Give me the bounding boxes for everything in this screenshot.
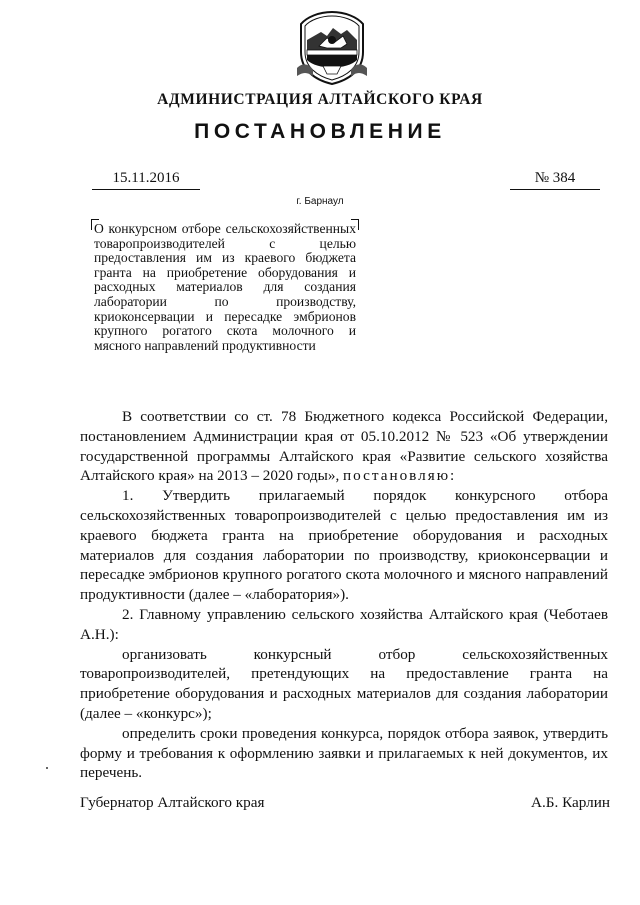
issuing-city: г. Барнаул [296,196,344,207]
signatory-title: Губернатор Алтайского края [80,794,265,811]
document-type: ПОСТАНОВЛЕНИЕ [194,120,446,143]
body-paragraph-item-2: 2. Главному управлению сельского хозяйства Алтайского края (Чеботаев А.Н.): [80,605,608,643]
coat-of-arms-icon [297,10,367,86]
preamble-text: В соответствии со ст. 78 Бюджетного кодекса Российской Федерации, постановлением Администрации края от 05.10.2012 № 523 «Об утверждении государственной программы Алтайского края «Развитие сельского хозяйства Алтайского края» на 2013 – 2020 годы», [80,408,608,485]
margin-mark [46,767,48,769]
document-number: № 384 [510,170,600,190]
signatory-name: А.Б. Карлин [531,794,610,811]
organization-name: АДМИНИСТРАЦИЯ АЛТАЙСКОГО КРАЯ [157,91,483,108]
document-date: 15.11.2016 [92,170,200,190]
body-paragraph-subitem-organize: организовать конкурсный отбор сельскохозяйственных товаропроизводителей, претендующих на предоставление гранта на приобретение оборудования и расходных материалов для создания лаборатории (далее – «конкурс»); [80,645,608,722]
body-paragraph-preamble [80,407,608,486]
body-paragraph-item-1: 1. Утвердить прилагаемый порядок конкурсного отбора сельскохозяйственных товаропроизводителей с целью предоставления им из краевого бюджета гранта на приобретение оборудования и расходных материалов для создания лаборатории по производству, криоконсервации и пересадке эмбрионов крупного рогатого скота молочного и мясного направлений продуктивности (далее – «лаборатория»). [80,487,608,604]
document-subject: О конкурсном отборе сельскохозяйственных товаропроизводителей с целью предоставления им из краевого бюджета гранта на приобретение оборудования и расходных материалов для создания лаборатории по производству, криоконсервации и пересадке эмбрионов крупного рогатого скота молочного и мясного направлений продуктивности [94,221,356,353]
decree-word: постановляю: [343,467,457,485]
body-paragraph-subitem-define: определить сроки проведения конкурса, порядок отбора заявок, утвердить форму и требования к оформлению заявки и прилагаемых к ней документов, их перечень. [80,724,608,782]
document-body [80,407,608,783]
